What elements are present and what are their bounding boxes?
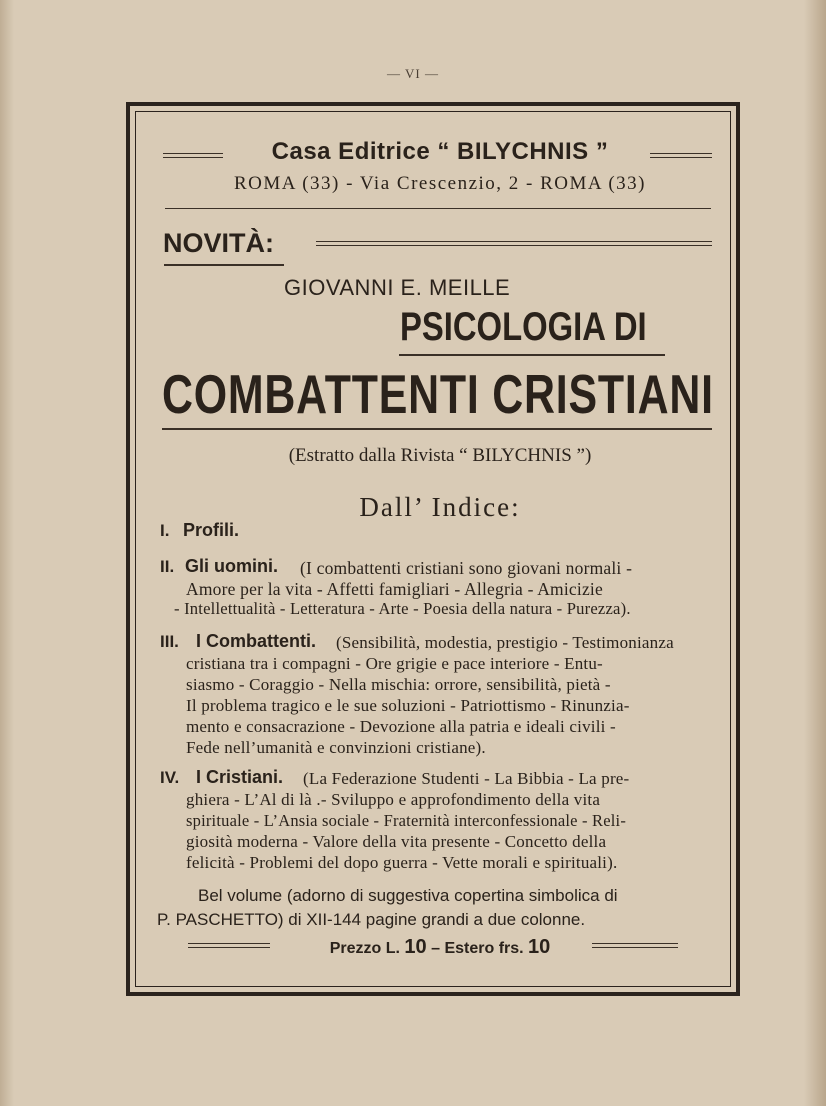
index-section-2-title: Gli uomini.	[185, 556, 278, 576]
publisher-address: ROMA (33) - Via Crescenzio, 2 - ROMA (33)	[234, 173, 646, 194]
address-rule	[165, 208, 711, 209]
page-edge-left	[0, 0, 14, 1106]
book-author: GIOVANNI E. MEILLE	[284, 275, 511, 300]
index-heading: Dall’ Indice:	[359, 492, 521, 522]
index-section-2-line: Amore per la vita - Affetti famigliari - Allegria - Amicizie	[186, 579, 603, 599]
page-number: — VI —	[387, 66, 439, 81]
index-section-3-number: III.	[160, 632, 179, 651]
title-line-2-underline	[162, 428, 712, 430]
index-section-3-line: (Sensibilità, modestia, prestigio - Testimonianza	[336, 633, 674, 652]
novita-underline	[164, 264, 284, 266]
index-section-3-title: I Combattenti.	[196, 631, 316, 651]
index-section-4-number: IV.	[160, 768, 180, 787]
index-section-4-line: felicità - Problemi del dopo guerra - Vette morali e spirituali).	[186, 853, 618, 872]
closing-line-1: Bel volume (adorno di suggestiva copertina simbolica di	[198, 886, 618, 905]
index-section-4-line: (La Federazione Studenti - La Bibbia - La pre-	[303, 769, 630, 788]
index-section-3-line: siasmo - Coraggio - Nella mischia: orrore, sensibilità, pietà -	[186, 675, 611, 694]
index-section-2-line: - Intellettualità - Letteratura - Arte - Poesia della natura - Purezza).	[174, 599, 631, 618]
price-line	[165, 936, 715, 959]
index-section-4-line: ghiera - L’Al di là .- Sviluppo e approfondimento della vita	[186, 790, 601, 809]
novita-rule	[316, 241, 712, 246]
index-section-4-line: spirituale - L’Ansia sociale - Fraternità interconfessionale - Reli-	[186, 811, 627, 830]
index-section-1-title: Profili.	[183, 520, 240, 540]
book-title-line-1: PSICOLOGIA DI	[400, 305, 647, 349]
price-foreign-value: 10	[528, 936, 551, 958]
index-section-3-line: Il problema tragico e le sue soluzioni - Patriottismo - Rinunzia-	[186, 696, 630, 715]
publisher-name: Casa Editrice “ BILYCHNIS ”	[271, 138, 609, 165]
index-section-2-number: II.	[160, 557, 175, 576]
book-title-line-2: COMBATTENTI CRISTIANI	[162, 363, 714, 425]
closing-line-2: P. PASCHETTO) di XII-144 pagine grandi a due colonne.	[157, 910, 586, 929]
price-separator: –	[431, 940, 440, 957]
price-label: Prezzo L.	[329, 940, 400, 957]
price-value: 10	[404, 936, 427, 958]
price-foreign-label: Estero frs.	[444, 940, 524, 957]
novita-label: NOVITÀ:	[163, 228, 274, 258]
index-section-4-title: I Cristiani.	[196, 767, 284, 787]
title-line-1-underline	[399, 354, 665, 356]
source-note: (Estratto dalla Rivista “ BILYCHNIS ”)	[288, 445, 592, 466]
index-section-4-line: giosità moderna - Valore della vita presente - Concetto della	[186, 832, 607, 851]
index-section-3-line: cristiana tra i compagni - Ore grigie e pace interiore - Entu-	[186, 654, 603, 673]
index-section-3-line: Fede nell’umanità e convinzioni cristiane).	[186, 738, 486, 757]
page-edge-right	[804, 0, 826, 1106]
index-section-3-line: mento e consacrazione - Devozione alla patria e ideali civili -	[186, 717, 616, 736]
index-section-2-line: (I combattenti cristiani sono giovani normali -	[300, 558, 633, 578]
index-section-1-number: I.	[160, 521, 170, 540]
